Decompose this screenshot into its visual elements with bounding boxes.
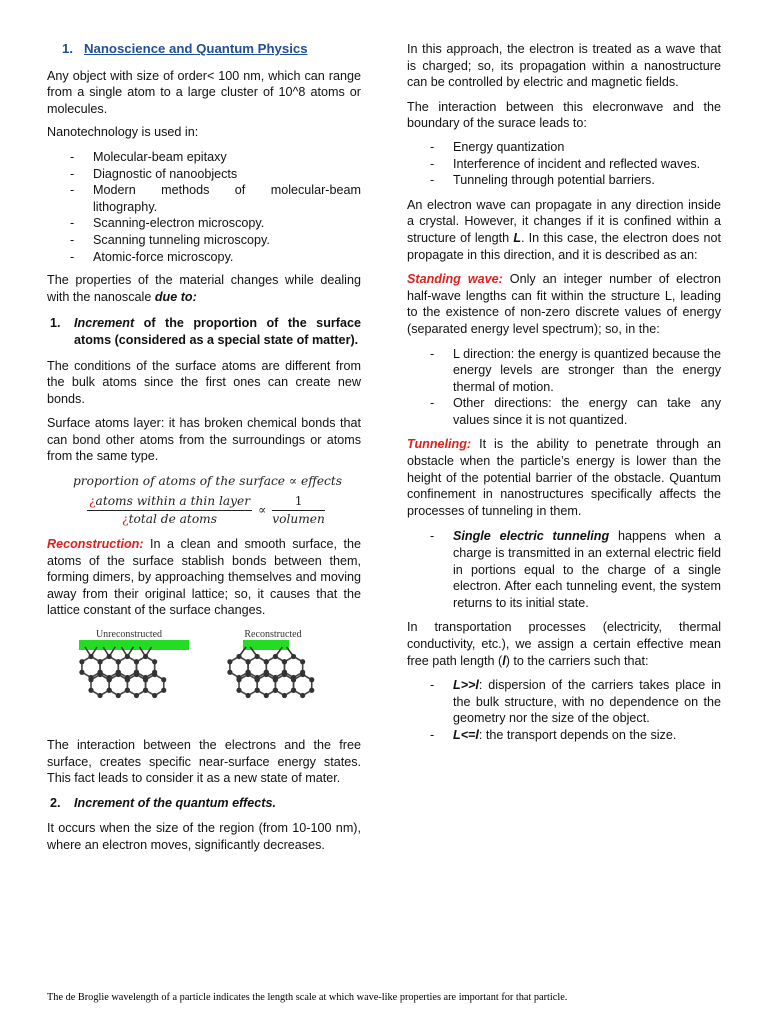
lattice-atom (88, 688, 93, 693)
lattice-atom (273, 688, 278, 693)
lattice-hexagon (82, 657, 100, 678)
properties-emphasis: due to: (154, 289, 197, 304)
lattice-atom (97, 672, 102, 677)
properties-text: The properties of the material changes while dealing with the nanoscale (47, 273, 361, 304)
lattice-atom (291, 677, 296, 682)
lattice-atom (236, 677, 241, 682)
lattice-hexagon (257, 675, 275, 696)
lattice-atom (300, 672, 305, 677)
lattice-atom (134, 693, 139, 698)
proportional-symbol: ∝ (258, 503, 267, 518)
tunneling-label: Tunneling: (407, 437, 472, 452)
lattice-atom (245, 659, 250, 664)
list-item (407, 727, 721, 744)
case-condition: L<=l (453, 727, 479, 742)
surface-reconstruction-figure (79, 627, 361, 731)
mean-free-path-symbol: l (502, 653, 506, 668)
transport-text-end: ) to the carriers such that: (505, 653, 649, 668)
heading-number: 1. (62, 41, 73, 56)
lattice-atom (309, 677, 314, 682)
lattice-hexagon (275, 675, 293, 696)
lattice-atom (107, 688, 112, 693)
formula-line-1: proportion of atoms of the surface ∝ effects (73, 474, 343, 489)
fraction-left: ¿atoms within a thin layer ¿total de atoms (89, 494, 251, 527)
lattice-atom (116, 693, 121, 698)
list-item: - Scanning tunneling microscopy. (47, 232, 361, 249)
reconstruction-text: In a clean and smooth surface, the atoms of the surface stablish bonds between them, forming dimers, by approaching themselves and moving away from their original lattice; so, it causes that the lattice constant of the surface changes. (47, 537, 361, 618)
numbered-item-1 (47, 315, 361, 348)
heading-title: Nanoscience and Quantum Physics (84, 41, 308, 56)
interaction-paragraph: The interaction between the electrons and the free surface, creates specific near-surface energy states. This fact leads to consider it as a new state of mater. (47, 738, 361, 786)
lattice-atom (152, 693, 157, 698)
lattice-atom (116, 659, 121, 664)
transport-text: In transportation processes (electricity, thermal conductivity, etc.), we assign a certain effective mean free path length ( (407, 620, 721, 668)
lattice-atom (125, 677, 130, 682)
wave-text-end: . In this case, the electron does not propagate in this direction, and it is described as an: (407, 230, 721, 262)
lattice-atom (245, 672, 250, 677)
lattice-atom (291, 688, 296, 693)
lattice-atom (79, 659, 84, 664)
tunneling-text: It is the ability to penetrate through an obstacle when the particle’s energy is lower than the height of the potential barrier of the obstacle. Quantum confinement in nanostructures specifically affects the processes of tunneling in them. (407, 437, 721, 518)
lattice-atom (107, 677, 112, 682)
lattice-atom (227, 659, 232, 664)
list-item: - Energy quantization (407, 139, 721, 156)
reconstruction-paragraph (47, 536, 361, 619)
lattice-atom (97, 693, 102, 698)
reconstructed-label: Reconstructed (244, 629, 302, 641)
lattice-hexagon (118, 657, 136, 678)
occurs-paragraph: It occurs when the size of the region (from 10-100 nm), where an electron moves, significantly decreases. (47, 821, 361, 852)
approach-paragraph: In this approach, the electron is treated as a wave that is charged; so, its propagation within a nanostructure can be controlled by electric and magnetic fields. (407, 42, 721, 90)
lattice-atom (143, 677, 148, 682)
reconstruction-label: Reconstruction: (47, 537, 144, 552)
wave-paragraph (407, 197, 721, 263)
lattice-hexagon (146, 675, 164, 696)
list-item (407, 677, 721, 727)
surface-bond (287, 647, 294, 657)
lattice-atom (227, 670, 232, 675)
numbered-item-2 (47, 795, 361, 812)
standing-wave-label: Standing wave: (407, 272, 503, 287)
set-list (407, 528, 721, 611)
lattice-atom (282, 659, 287, 664)
surface-bond (239, 647, 246, 657)
fraction-right-denominator: volumen (272, 512, 325, 527)
set-text: happens when a charge is transmitted in an external electric field in portions equal to the charge of a single electron. After each tunneling event, the system returns to its initial state. (453, 529, 721, 610)
case-condition: L>>l (453, 678, 479, 693)
lattice-atom (161, 677, 166, 682)
lattice-atom (152, 672, 157, 677)
surface-layer-paragraph: Surface atoms layer: it has broken chemical bonds that can bond other atoms from the surroundings or atoms from the same type. (47, 416, 361, 464)
lattice-atom (300, 659, 305, 664)
list-item: - Tunneling through potential barriers. (407, 172, 721, 189)
lattice-atom (161, 688, 166, 693)
lattice-hexagon (136, 657, 154, 678)
list-item: - Atomic-force microscopy. (47, 249, 361, 266)
lattice-hexagon (100, 657, 118, 678)
lattice-atom (116, 672, 121, 677)
fraction-left-denominator: total de atoms (128, 512, 217, 527)
list-item: - Modern methods of molecular-beam lithography. (47, 182, 361, 215)
directions-list (407, 346, 721, 429)
standing-wave-text: Only an integer number of electron half-wave lengths can fit within the structure L, leading to the existence of non-zero discrete values of energy (separated energy level spectrum); so, in the: (407, 272, 721, 336)
set-emphasis: Single electric tunneling (453, 529, 610, 544)
lattice-atom (264, 672, 269, 677)
intro-paragraph: Any object with size of order< 100 nm, which can range from a single atom to a large cluster of 10^8 atoms or molecules. (47, 68, 361, 116)
lattice-atom (134, 659, 139, 664)
list-item: - Diagnostic of nanoobjects (47, 166, 361, 183)
lattice-hexagon (91, 675, 109, 696)
list-item: - Interference of incident and reflected waves. (407, 156, 721, 173)
leads-list (407, 139, 721, 189)
wave-text: An electron wave can propagate in any direction inside a crystal. However, it changes if it is confined within a structure of length (407, 197, 721, 245)
section-heading (62, 41, 361, 58)
used-in-paragraph: Nanotechnology is used in: (47, 125, 199, 140)
lattice-atom (152, 659, 157, 664)
item-emphasis: Increment (74, 316, 135, 331)
lattice-atom (264, 659, 269, 664)
lattice-hexagon (294, 675, 312, 696)
lattice-atom (264, 693, 269, 698)
unreconstructed-label: Unreconstructed (95, 629, 163, 641)
properties-paragraph (47, 272, 361, 305)
formula-block (47, 471, 361, 528)
item-text: Increment of the quantum effects. (74, 795, 276, 810)
right-column (407, 41, 721, 744)
tunneling-paragraph (407, 436, 721, 519)
list-item: - Scanning-electron microscopy. (47, 215, 361, 232)
lattice-hexagon (230, 657, 248, 678)
lattice-atom (236, 688, 241, 693)
cases-list (407, 677, 721, 743)
lattice-hexagon (239, 675, 257, 696)
left-column (47, 41, 361, 854)
lattice-hexagon (266, 657, 284, 678)
formula-fraction-row (47, 493, 361, 528)
list-item: - L direction: the energy is quantized because the energy levels are stronger than the energy thermal of motion. (407, 346, 721, 396)
list-item: - Molecular-beam epitaxy (47, 149, 361, 166)
lattice-atom (97, 659, 102, 664)
lattice-atom (309, 688, 314, 693)
fraction-right (272, 493, 325, 528)
lattice-atom (143, 688, 148, 693)
hexagon-lattice (79, 647, 314, 698)
page-footnote: The de Broglie wavelength of a particle indicates the length scale at which wave-like properties are important for that particle. (47, 992, 568, 1003)
item-number: 2. (50, 795, 61, 810)
interaction-paragraph: The interaction between this elecronwave and the boundary of the surace leads to: (407, 99, 721, 131)
transport-paragraph (407, 619, 721, 669)
lattice-atom (282, 672, 287, 677)
item-text: of the proportion of the surface atoms (considered as a special state of matter). (74, 316, 361, 347)
fraction-left-numerator: atoms within a thin layer (95, 494, 251, 509)
lattice-atom (245, 693, 250, 698)
lattice-atom (282, 693, 287, 698)
fraction-right-numerator: 1 (272, 493, 325, 511)
case-text: : the transport depends on the size. (478, 727, 677, 742)
list-item: - Other directions: the energy can take any values since it is not quantized. (407, 395, 721, 428)
lattice-hexagon (248, 657, 266, 678)
lattice-atom (125, 688, 130, 693)
lattice-atom (134, 672, 139, 677)
surface-conditions-paragraph: The conditions of the surface atoms are different from the bulk atoms since the first ones can create new bonds. (47, 358, 361, 406)
case-text: : dispersion of the carriers takes place in the bulk structure, with no dependence on the geometry nor the size of the object. (453, 678, 721, 726)
standing-wave-paragraph (407, 271, 721, 337)
lattice-atom (300, 693, 305, 698)
lattice-hexagon (127, 675, 145, 696)
lattice-hexagon (109, 675, 127, 696)
lattice-atom (255, 677, 260, 682)
lattice-atom (79, 670, 84, 675)
lattice-atom (255, 688, 260, 693)
uses-list (47, 149, 361, 265)
list-item (407, 528, 721, 611)
lattice-atom (273, 677, 278, 682)
lattice-diagram (79, 627, 339, 727)
lattice-hexagon (284, 657, 302, 678)
item-number: 1. (50, 316, 61, 331)
lattice-atom (88, 677, 93, 682)
wave-length-symbol: L (513, 230, 522, 245)
